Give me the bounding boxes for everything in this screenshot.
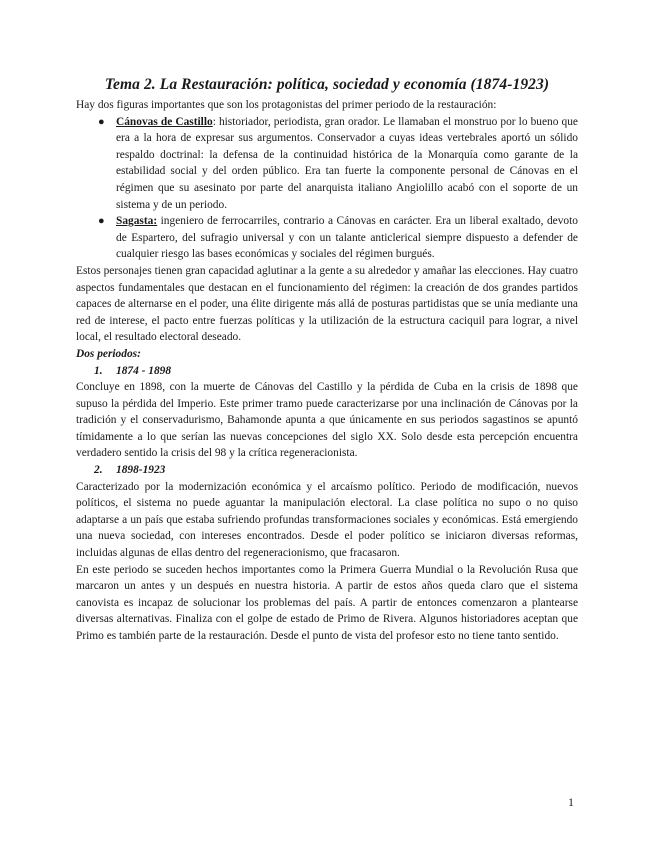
bullet-text: : historiador, periodista, gran orador. Le llamaban el monstruo por lo bueno que era a la hora de expresar sus argumentos. Conservador a cuyas ideas vertebrales aportó un sólido respaldo doctrinal: la defensa de la continuidad histórica de la Monarquía como garante de la estabilidad social y del orden público. Era tan fuerte la componente personal de Cánovas en el régimen que su asesinato por parte del anarquista italiano Angiolillo acabó con el soporte de un sistema y de un periodo.	[116, 115, 578, 211]
period-number: 2.	[94, 464, 103, 477]
list-item	[76, 114, 578, 214]
protagonists-list	[76, 114, 578, 263]
bullet-term: Cánovas de Castillo	[116, 115, 213, 128]
intro-paragraph: Hay dos figuras importantes que son los protagonistas del primer periodo de la restauración:	[76, 99, 497, 111]
list-item	[76, 213, 578, 263]
period-paragraph: Concluye en 1898, con la muerte de Cánovas del Castillo y la pérdida de Cuba en la crisis de 1898 que supuso la pérdida del Imperio. Este primer tramo puede caracterizarse por una inclinación de Cánovas por la tradición y el conservadurismo, Bahamonde apunta a que únicamente en sus periodos sagastinos se apuntó tímidamente a lo que serían las nuevas concepciones del siglo XX. Solo desde esta percepción encuentra verdadero sentido la crisis del 98 y la crítica regeneracionista.	[76, 381, 578, 460]
periods-subheading: Dos periodos:	[76, 347, 141, 360]
page-number: 1	[568, 795, 574, 809]
personajes-paragraph: Estos personajes tienen gran capacidad aglutinar a la gente a su alrededor y amañar las elecciones. Hay cuatro aspectos fundamentales que destacan en el funcionamiento del régimen: la creación de dos grandes partidos capaces de alternarse en el poder, una élite dirigente más allá de posturas partidistas que se unía mediante una red de interese, el pacto entre fuerzas políticas y la utilización de la estructura caciquil para lograr, a nivel local, el resultado electoral deseado.	[76, 264, 578, 344]
period-label: 1874 - 1898	[116, 364, 172, 377]
document-page	[76, 76, 578, 645]
period-paragraph: En este periodo se suceden hechos importantes como la Primera Guerra Mundial o la Revolución Rusa que marcaron un antes y un después en nuestra historia. A partir de estos años queda claro que el sistema canovista es incapaz de solucionar los problemas del país. A partir de entonces comenzaron a plantearse diversas alternativas. Finaliza con el golpe de estado de Primo de Rivera. Algunos historiadores aceptan que Primo es también parte de la restauración. Desde el punto de vista del profesor esto no tiene tanto sentido.	[76, 563, 578, 642]
bullet-icon: ●	[98, 115, 105, 128]
document-title: Tema 2. La Restauración: política, sociedad y economía (1874-1923)	[104, 76, 550, 93]
period-paragraph: Caracterizado por la modernización económica y el arcaísmo político. Periodo de modificación, nuevos políticos, el sistema no puede aguantar la manipulación electoral. La clase política no supo o no quiso adaptarse a un país que estaba sufriendo profundas transformaciones sociales y económicas. Está emergiendo una nueva sociedad, con intereses encontrados. Desde el poder político se iniciaron diversas reformas, incluidas algunas de ellas dentro del regeneracionismo, que fracasaron.	[76, 480, 578, 560]
period-number: 1.	[94, 364, 103, 377]
bullet-term: Sagasta:	[116, 215, 158, 228]
period-label: 1898-1923	[116, 464, 166, 477]
bullet-text: ingeniero de ferrocarriles, contrario a Cánovas en carácter. Era un liberal exaltado, devoto de Espartero, del sufragio universal y con un talante anticlerical siempre dispuesto a defender de cualquier riesgo las bases económicas y sociales del régimen burgués.	[116, 215, 578, 261]
period-heading	[76, 363, 578, 380]
bullet-icon: ●	[98, 215, 105, 228]
period-heading	[76, 462, 578, 479]
